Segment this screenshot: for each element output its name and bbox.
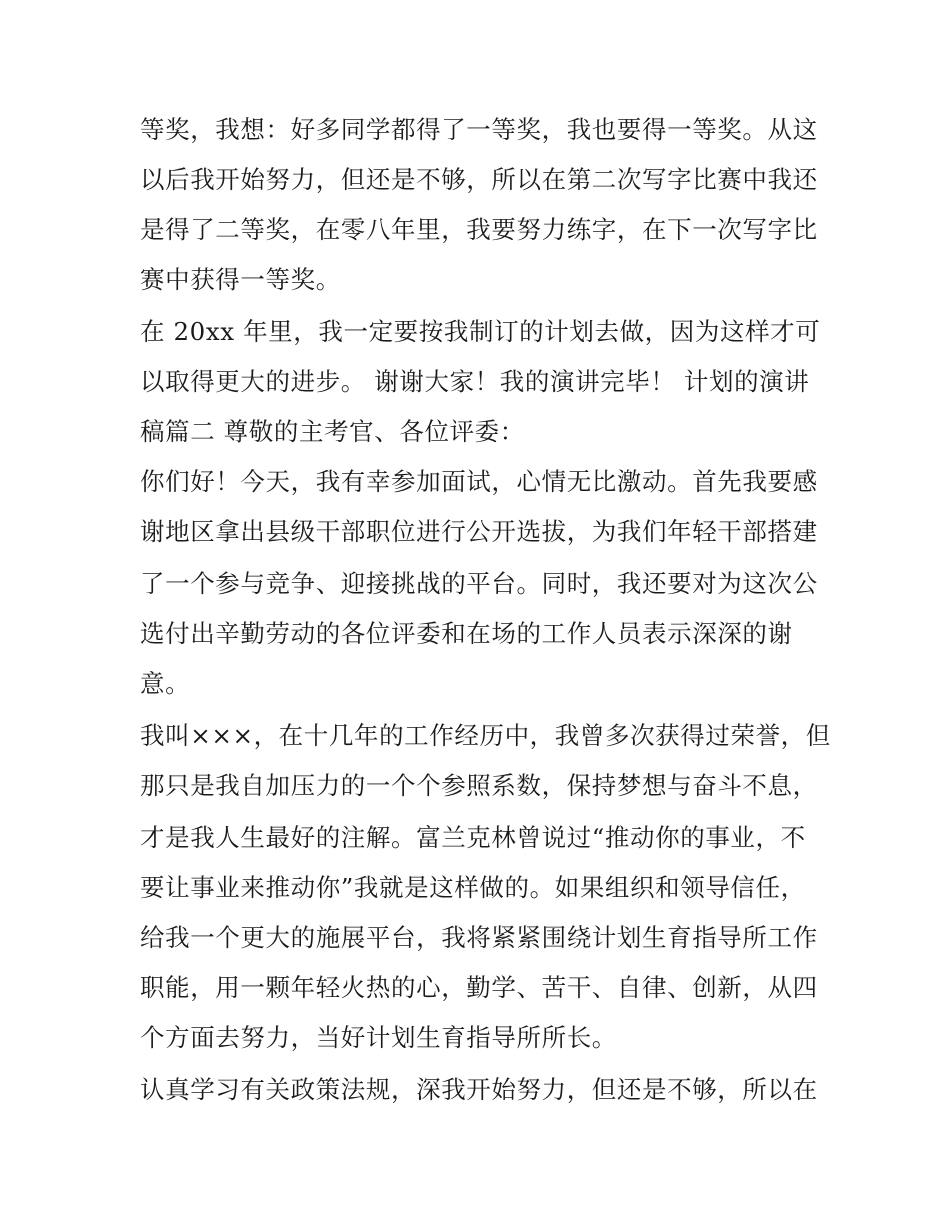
text-line: 选付出辛勤劳动的各位评委和在场的工作人员表示深深的谢 <box>140 619 793 648</box>
text-line: 稿篇二 尊敬的主考官、各位评委： <box>140 417 525 446</box>
text-line: 以取得更大的进步。 谢谢大家！我的演讲完毕！ 计划的演讲 <box>140 367 810 396</box>
text-line: 赛中获得一等奖。 <box>140 265 341 294</box>
text-line: 那只是我自加压力的一个个参照系数，保持梦想与奋斗不息， <box>140 771 818 800</box>
text-line: 以后我开始努力，但还是不够，所以在第二次写字比赛中我还 <box>140 165 818 194</box>
text-line: 意。 <box>140 669 191 698</box>
text-line: 认真学习有关政策法规，深我开始努力，但还是不够，所以在 <box>140 1075 818 1104</box>
text-line: 给我一个更大的施展平台，我将紧紧围绕计划生育指导所工作 <box>140 923 818 952</box>
text-line: 你们好！今天，我有幸参加面试，心情无比激动。首先我要感 <box>140 467 818 496</box>
text-line: 谢地区拿出县级干部职位进行公开选拔，为我们年轻干部搭建 <box>140 517 818 546</box>
text-line: 了一个参与竞争、迎接挑战的平台。同时，我还要对为这次公 <box>140 569 818 598</box>
text-line: 等奖，我想：好多同学都得了一等奖，我也要得一等奖。从这 <box>140 115 818 144</box>
text-line: 要让事业来推动你”我就是这样做的。如果组织和领导信任， <box>140 873 806 902</box>
text-line: 是得了二等奖，在零八年里，我要努力练字，在下一次写字比 <box>140 215 818 244</box>
text-line: 我叫×××，在十几年的工作经历中，我曾多次获得过荣誉，但 <box>140 721 831 750</box>
text-line: 才是我人生最好的注解。富兰克林曾说过“推动你的事业，不 <box>140 823 806 852</box>
text-line: 在 20xx 年里，我一定要按我制订的计划去做，因为这样才可 <box>140 317 821 346</box>
text-line: 职能，用一颗年轻火热的心，勤学、苦干、自律、创新，从四 <box>140 973 818 1002</box>
text-line: 个方面去努力，当好计划生育指导所所长。 <box>140 1023 617 1052</box>
